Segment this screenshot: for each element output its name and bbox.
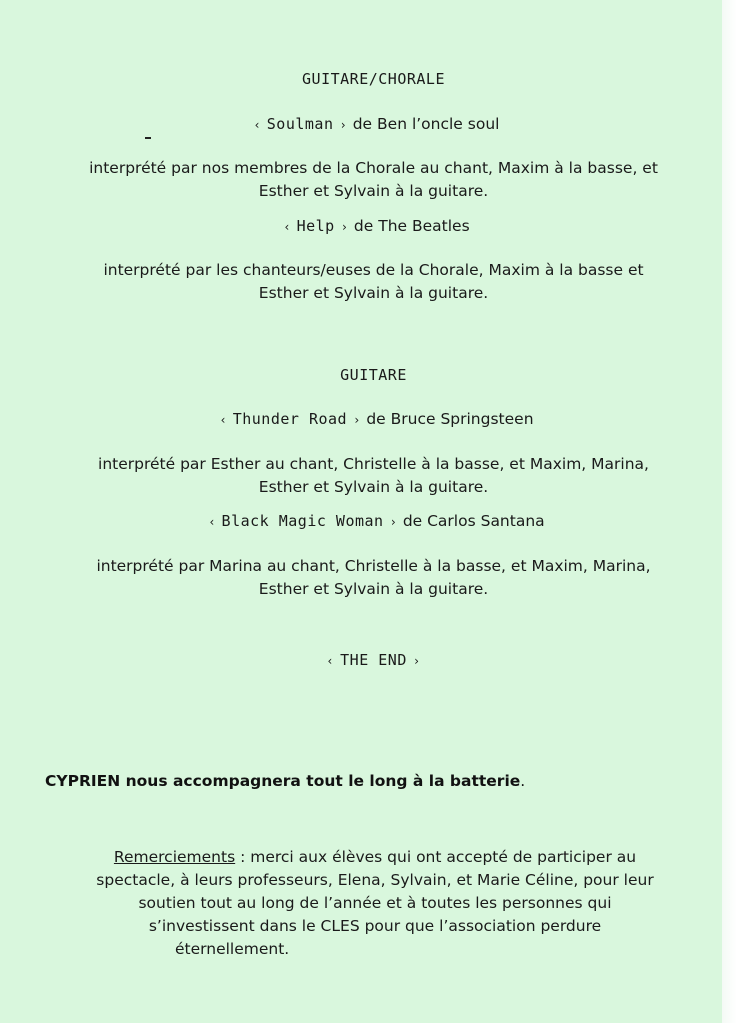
- song-title-line: [0, 217, 737, 235]
- performers-line: interprété par Esther au chant, Christelle à la basse, et Maxim, Marina,: [98, 455, 649, 473]
- quote-close: ›: [340, 220, 348, 234]
- performers-line: Esther et Sylvain à la guitare.: [258, 580, 489, 598]
- song-title: Thunder Road: [232, 410, 348, 428]
- drummer-note-suffix: .: [520, 772, 526, 790]
- thanks-line: soutien tout au long de l’année et à toutes les personnes qui: [138, 894, 612, 912]
- song-artist: de The Beatles: [353, 217, 470, 235]
- section-heading-guitar-choir: GUITARE/CHORALE: [302, 70, 445, 88]
- song-title-line: [0, 410, 737, 428]
- quote-close: ›: [389, 515, 397, 529]
- song-title: Help: [296, 217, 335, 235]
- drummer-note-bold: CYPRIEN nous accompagnera tout le long à la batterie: [45, 772, 521, 790]
- section-heading-guitar: GUITARE: [340, 366, 407, 384]
- song-performers: [0, 157, 737, 203]
- song-title-line: [0, 512, 737, 530]
- quote-open: ‹: [253, 118, 261, 132]
- quote-open: ‹: [219, 413, 227, 427]
- thanks-line: éternellement.: [175, 940, 290, 958]
- song-title-line: [0, 115, 737, 133]
- quote-open: ‹: [208, 515, 216, 529]
- song-title: Soulman: [266, 115, 334, 133]
- performers-line: Esther et Sylvain à la guitare.: [258, 478, 489, 496]
- song-artist: de Carlos Santana: [402, 512, 545, 530]
- the-end-text: THE END: [340, 651, 407, 669]
- quote-close: ›: [339, 118, 347, 132]
- song-performers: [0, 453, 737, 499]
- performers-line: interprété par les chanteurs/euses de la Chorale, Maxim à la basse et: [103, 261, 644, 279]
- quote-close: ›: [412, 654, 421, 668]
- thanks-label: Remerciements: [113, 848, 236, 866]
- quote-open: ‹: [326, 654, 335, 668]
- the-end: [0, 651, 737, 669]
- thanks-text: : merci aux élèves qui ont accepté de participer au: [235, 848, 637, 866]
- drummer-note: [45, 772, 525, 790]
- song-artist: de Bruce Springsteen: [366, 410, 534, 428]
- thanks-line: spectacle, à leurs professeurs, Elena, Sylvain, et Marie Céline, pour leur: [96, 871, 654, 889]
- performers-line: interprété par Marina au chant, Christelle à la basse, et Maxim, Marina,: [96, 557, 651, 575]
- song-performers: [0, 555, 737, 601]
- performers-line: Esther et Sylvain à la guitare.: [258, 284, 489, 302]
- quote-open: ‹: [283, 220, 291, 234]
- acknowledgements: [45, 846, 705, 961]
- song-performers: [0, 259, 737, 305]
- performers-line: interprété par nos membres de la Chorale au chant, Maxim à la basse, et: [89, 159, 658, 177]
- thanks-line: [45, 846, 705, 869]
- song-title: Black Magic Woman: [221, 512, 384, 530]
- performers-line: Esther et Sylvain à la guitare.: [258, 182, 489, 200]
- thanks-line: s’investissent dans le CLES pour que l’association perdure: [148, 917, 602, 935]
- page-edge: [722, 0, 737, 1023]
- pen-mark: [145, 137, 151, 139]
- quote-close: ›: [353, 413, 361, 427]
- song-artist: de Ben l’oncle soul: [352, 115, 500, 133]
